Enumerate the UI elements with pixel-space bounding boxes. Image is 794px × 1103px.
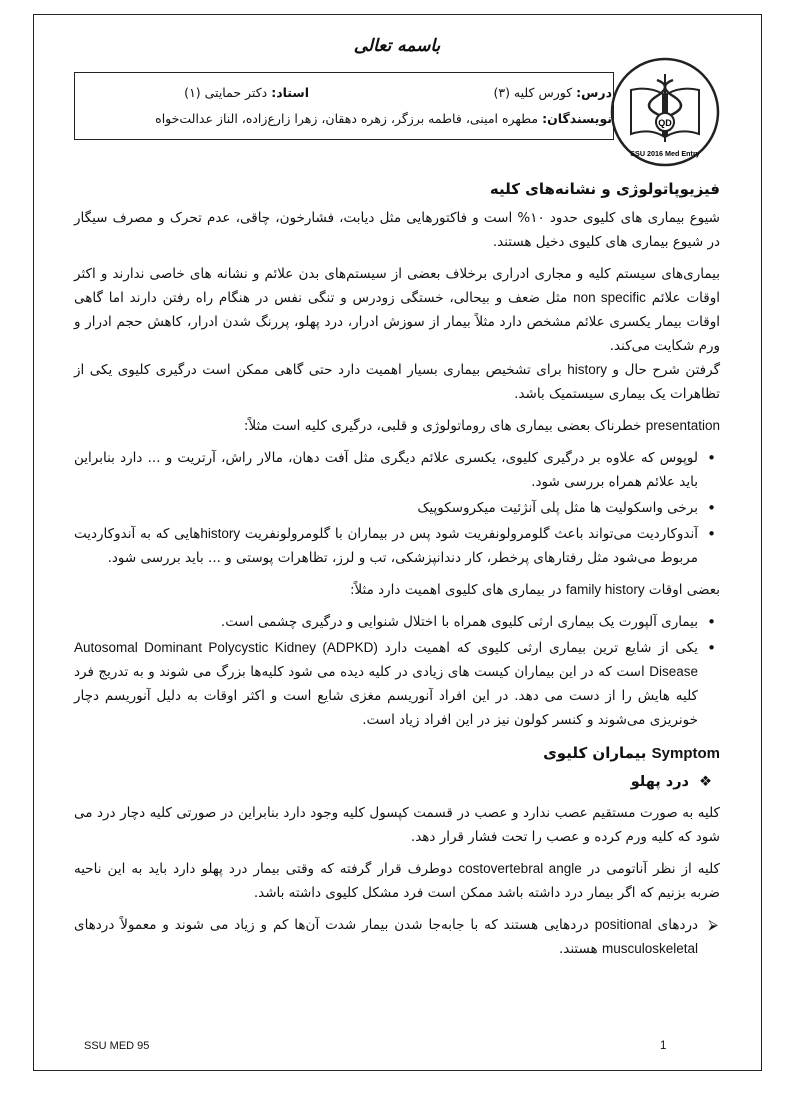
positional-text-c: هستند. bbox=[558, 941, 602, 957]
adpkd-text-a: یکی از شایع ترین بیماری ارثی کلیوی که اهمیت دارد bbox=[377, 640, 699, 656]
authors-line bbox=[155, 111, 612, 126]
paragraph-symptoms-text-a: بیماری‌های سیستم کلیه و مجاری ادراری برخلاف بعضی از سیستم‌های بدن علائم و نشانه های خاصی ندارند و اکثر اوقات علائم bbox=[74, 266, 720, 306]
paragraph-prevalence: شیوع بیماری های کلیوی حدود ۱۰% است و فاکتورهایی مثل دیابت، فشارخون، چاقی، عدم تحرک و مصرف سیگار در شیوع بیماری های کلیوی دخیل هستند. bbox=[74, 210, 720, 250]
subsection-flank-pain bbox=[74, 771, 712, 793]
family-history-text-b: در بیماری های کلیوی اهمیت دارد مثلاً: bbox=[349, 582, 566, 598]
term-presentation: presentation bbox=[645, 418, 720, 433]
list-item-adpkd bbox=[74, 636, 720, 732]
bismillah-heading: باسمه تعالی bbox=[353, 36, 441, 56]
systemic-disease-list bbox=[74, 446, 720, 570]
term-history: history bbox=[567, 362, 608, 377]
course-value: کورس کلیه (۳) bbox=[493, 85, 577, 100]
adpkd-text-b: است که در این بیماران کیست های زیادی در کلیه دیده می شود کلیه‌ها بزرگ می شوند و به تدریج فرد کلیه هایش را از دست می دهد. در این افراد آنوریسم مغزی شایع است و اکثر اوقات به دلیل آنوریسم دچار خونریزی می‌شوند و کنسر کولون نیز در این افراد زیاد است. bbox=[74, 664, 698, 728]
paragraph-presentation-text: خطرناک بعضی بیماری های روماتولوژی و قلبی، درگیری کلیه است مثلاً: bbox=[243, 418, 646, 434]
paragraph-symptoms bbox=[74, 262, 720, 358]
authors-value: مطهره امینی، فاطمه برزگر، زهره دهقان، زهرا زارع‌زاده، الناز عدالت‌خواه bbox=[155, 111, 543, 126]
teacher-label: استاد: bbox=[271, 85, 309, 100]
paragraph-history-text-a: گرفتن شرح حال و bbox=[607, 362, 720, 378]
teacher-line bbox=[184, 85, 309, 100]
diamond-bullet-icon: ❖ bbox=[699, 774, 712, 790]
endocarditis-text-b: هایی که به آندوکاردیت مربوط می‌شود مثل رفتارهای پرخطر، کار دندانپزشکی، تب و لرز، تظاهرات پوستی و ... باید بررسی شود. bbox=[74, 526, 698, 566]
arrow-bullet-icon: ⮚ bbox=[708, 917, 718, 933]
logo-initials: QD bbox=[658, 118, 672, 128]
section-title-symptoms bbox=[74, 742, 720, 765]
paragraph-history bbox=[74, 358, 720, 406]
course-info-box bbox=[74, 72, 614, 140]
list-item-vasculitis: • برخی واسکولیت ها مثل پلی آنژئیت میکروسکوپیک bbox=[74, 496, 720, 520]
teacher-value: دکتر حمایتی (۱) bbox=[184, 85, 272, 100]
positional-pain-item bbox=[74, 913, 720, 961]
course-label: درس: bbox=[576, 85, 612, 100]
list-item-lupus: • لوپوس که علاوه بر درگیری کلیوی، یکسری علائم دیگری مثل آفت دهان، مالار راش، آرتریت و ... دارد بنابراین باید علائم همراه بررسی شود. bbox=[74, 446, 720, 494]
paragraph-kidney-nerve: کلیه به صورت مستقیم عصب ندارد و عصب در قسمت کپسول کلیه وجود دارد بنابراین در صورتی کلیه دچار درد می شود که کلیه ورم کرده و عصب را تحت فشار قرار دهد. bbox=[74, 805, 720, 845]
section-title-pathophysiology: فیزیوپاتولوژی و نشانه‌های کلیه bbox=[489, 180, 720, 198]
hereditary-disease-list bbox=[74, 610, 720, 732]
term-family-history: family history bbox=[565, 582, 645, 597]
term-costovertebral-angle: costovertebral angle bbox=[458, 861, 582, 876]
subsection-flank-pain-title: درد پهلو bbox=[630, 774, 689, 790]
family-history-text-a: بعضی اوقات bbox=[644, 582, 720, 598]
list-item-endocarditis bbox=[74, 522, 720, 570]
cva-text-a: کلیه از نظر آناتومی در bbox=[581, 861, 720, 877]
term-musculoskeletal: musculoskeletal bbox=[601, 941, 698, 956]
university-logo bbox=[609, 56, 721, 168]
term-non-specific: non specific bbox=[573, 290, 646, 305]
course-line bbox=[493, 85, 612, 100]
positional-text-b: دردهایی هستند که با جابه‌جا شدن بیمار شدت آن‌ها کم و زیاد می شوند و معمولاً دردهای bbox=[74, 917, 595, 933]
term-positional: positional bbox=[594, 917, 652, 932]
authors-label: نویسندگان: bbox=[542, 111, 612, 126]
paragraph-cva bbox=[74, 857, 720, 905]
endocarditis-text-a: آندوکاردیت می‌تواند باعث گلومرولونفریت شود پس در بیماران با گلومرولونفریت bbox=[240, 526, 698, 542]
paragraph-family-history bbox=[74, 578, 720, 602]
paragraph-history-text-b: برای تشخیص بیماری بسیار اهمیت دارد حتی گاهی ممکن است درگیری کلیوی یکی از تظاهرات یک بیماری سیستمیک باشد. bbox=[74, 362, 720, 402]
footer-course-code: SSU MED 95 bbox=[84, 1040, 150, 1052]
term-symptom: Symptom bbox=[651, 745, 720, 762]
cva-text-b: دوطرف قرار گرفته که وقتی بیمار درد پهلو دارد باید به این ناحیه ضربه بزنیم که اگر بیمار درد داشته باشد ممکن است فرد مشکل کلیوی داشته باشد. bbox=[74, 861, 720, 901]
page-number: 1 bbox=[660, 1040, 667, 1052]
document-body bbox=[74, 178, 720, 961]
logo-caption: SSU 2016 Med Entry bbox=[630, 149, 700, 158]
positional-text-a: دردهای bbox=[651, 917, 698, 933]
list-item-alport: • بیماری آلپورت یک بیماری ارثی کلیوی همراه با اختلال شنوایی و درگیری چشمی است. bbox=[74, 610, 720, 634]
section-title-symptoms-text: بیماران کلیوی bbox=[543, 744, 652, 762]
term-adpkd: Autosomal Dominant Polycystic Kidney (ADPKD) Disease bbox=[74, 640, 698, 679]
term-history-2: history bbox=[200, 526, 241, 541]
paragraph-symptoms-text-b: مثل ضعف و بیحالی، خستگی زودرس و تنگی نفس در هنگام راه رفتن دارند اما گاهی اوقات بیمار یکسری علائم مشخص دارد مثلاً بیمار از سوزش ادرار، درد پهلو، پررنگ شدن ادرار، کاهش حجم ادرار و ورم شکایت می‌کند. bbox=[74, 290, 720, 354]
paragraph-presentation bbox=[74, 414, 720, 438]
